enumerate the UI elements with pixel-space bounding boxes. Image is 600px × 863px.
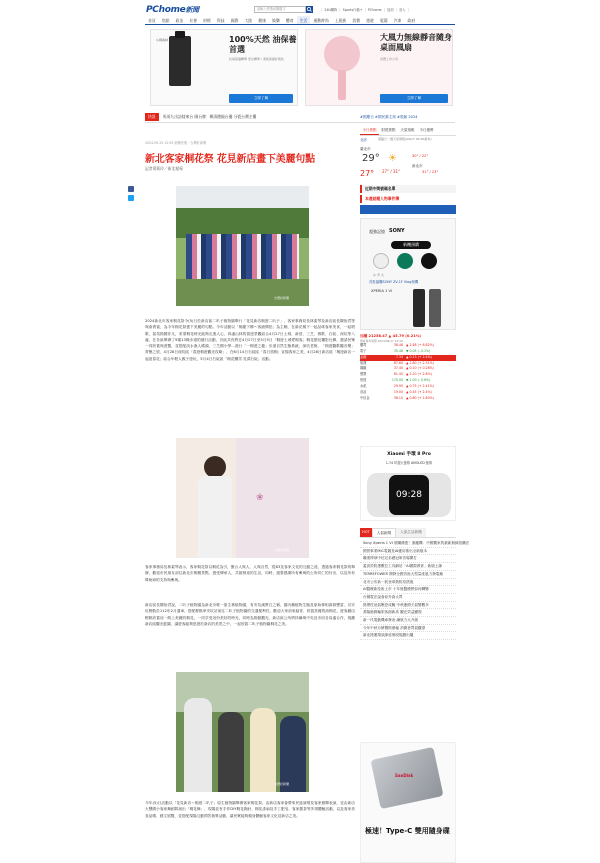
ad-right-title: 大風力無線靜音隨身桌面風扇: [380, 33, 452, 52]
stock-name: 金融: [360, 354, 367, 359]
photo-person-3: [250, 708, 276, 792]
stock-row[interactable]: [360, 396, 456, 402]
tab-popular-news[interactable]: 人氣新聞: [372, 528, 396, 537]
nav-item[interactable]: 政府: [407, 18, 416, 23]
nav-item[interactable]: 運動時尚: [313, 18, 329, 23]
nav-item[interactable]: 體育: [285, 18, 294, 23]
photo-person-2: [218, 712, 244, 792]
stock-value: 29.95: [393, 383, 403, 388]
nav-item[interactable]: 財經: [203, 18, 211, 23]
news-item[interactable]: 新一代電動機車發表 續航力大升級: [360, 617, 456, 625]
article-byline: 記者黃莉玲／新北報導: [145, 166, 183, 171]
ad-left-button[interactable]: 立即了解: [229, 94, 293, 103]
divider: [145, 122, 455, 123]
news-item[interactable]: 職業棒球中信兄弟總冠軍首場開打: [360, 555, 456, 563]
news-tabs: [360, 528, 456, 538]
sidebar-tab[interactable]: 天氣預報: [400, 127, 415, 132]
photo-people: [186, 234, 299, 279]
stock-change: ▲ 0.60 (+ 1.60%): [406, 395, 434, 400]
nav-item[interactable]: 健康: [258, 18, 266, 23]
logo-sub: 新聞: [185, 6, 199, 14]
news-item[interactable]: 熱帶性低氣壓恐成颱 中秋連假天氣變數多: [360, 602, 456, 610]
site-logo[interactable]: [146, 5, 199, 15]
xperia-model: XPERIA 1 VI: [371, 289, 393, 293]
ad-banner-right[interactable]: [305, 29, 453, 106]
stock-change: ▲ 2.20 (+ 2.8%): [406, 372, 432, 377]
xperia-phone-1: [413, 289, 425, 327]
article-photo-1: [176, 186, 309, 306]
weather-widget[interactable]: [360, 137, 456, 181]
promo-link[interactable]: 本週話題人物事件簿: [360, 195, 456, 203]
pchome-24h-banner[interactable]: [360, 205, 456, 214]
stock-widget[interactable]: [360, 333, 456, 401]
xiaomi-sub: 1.74 吋超大螢幕 AMOLED 螢幕: [385, 461, 433, 465]
article-paragraph-2: 客家事務局長林素琴表示，客家桐花祭以桐花為引，聚合人與人、人與自然，從83及客家文化的互動之道，透過客家桐花祭的舉辦，歡迎市民朋友前往新北市桐樹景點，感受傳承人，共創餐桌的生活，同時，還要感謝所有參與的公所同仁的付出，以及所有贊助商的支持與參與。: [145, 565, 355, 582]
stock-value: 37.40: [393, 366, 403, 371]
xiaomi-ad[interactable]: [360, 446, 456, 521]
nav-item[interactable]: 電競: [379, 18, 388, 23]
top-links[interactable]: ｜ 24h購物 ｜ Sports行動+ ｜ PChome ｜ 加到 ｜ 登入 ｜: [320, 8, 410, 12]
nav-item[interactable]: 生活: [297, 16, 311, 24]
usb-drive: [371, 747, 444, 809]
sandisk-brand: SanDisk: [395, 773, 414, 778]
ad-product-bottle: [169, 36, 191, 86]
ad-left-title: 100%天然 油保養首選: [229, 35, 297, 54]
news-item[interactable]: Sony Xperia 1 VI 預購優惠！旗艦機：中國獨家的最新無線拍攝法: [360, 540, 456, 548]
weather-temp-1: 29°: [362, 153, 380, 164]
sidebar-tab[interactable]: 今日運勢: [419, 127, 434, 132]
article-paragraph-1: 2024新北市客家桐花祭今(5)日於新店區二叭子植物園舉行「花見新店桐遊二叭子」，客家事務局長林素琴及新店區長陳怡君等與會貴賓，為今年桐花祭畫下美麗的句點。今年活動以「桐趣下鄉～客繪開拍」為主軸，在新花桐下一起品味客家美食，一起唱歌，氣氛熱鬧非凡，希望桐花時光能夠走進人心，四處山林的賞遊景觀結合4月27日土城、新莊、三芝、鶯歌、石碇、深坑等八處，在各區舉辦了9場13條步道的健行活動，各區共有將近4月27日至5月5日「桐遊土城愛桐客」桐花節及攝影比賽，邀請民眾一同欣賞與遊覽，並搭配淡水漁人碼頭、三芝國小學…進行「一桐遊之趣」步道自然生態系統，深坑老街，「桐遊聽歌聽音樂」齊聚之旅，4月28日深坑區「春遊桐遊觀光攻略」，在6月14日石碇區「春日旅桐」宣揚客家之美，4月28日新店區「桐遊新店一起迎春花」結合年輕人親子遊玩，5月4日石碇區「桐花飄雪 花漾石碇」活動。: [145, 319, 355, 361]
stock-change: ▲ 0.13 (+ 2.4%): [406, 354, 432, 359]
photo-caption-3: 台灣好新聞: [274, 782, 290, 786]
stock-value: 7.33: [395, 354, 403, 359]
nav-item[interactable]: 上班族: [334, 18, 347, 23]
photo-backdrop-art: ❀: [256, 493, 264, 503]
nav-item[interactable]: 科技: [217, 18, 225, 23]
logo-main: PChome: [146, 5, 186, 15]
stock-value: 38.46: [393, 343, 403, 347]
stock-value: 19.00: [393, 389, 403, 394]
nav-item[interactable]: 娛樂: [272, 18, 280, 23]
weather-range-1b: 27° / 31°: [382, 169, 401, 174]
news-tag: HOT: [360, 528, 372, 537]
badge-small: [373, 253, 389, 269]
news-item[interactable]: TERREFOWER 開發全國首座大型量產風力發電廠: [360, 571, 456, 579]
search-button[interactable]: [306, 6, 313, 13]
badge-big: [421, 253, 437, 269]
stock-time: 即時資料時間 2024/09/17 14:30: [360, 339, 403, 343]
tab-popular-life[interactable]: 人氣生活新聞: [396, 528, 426, 537]
sony-sub: 小 升 大: [373, 273, 384, 277]
nav-item[interactable]: 國際: [230, 18, 239, 23]
nav-item[interactable]: 政治: [175, 18, 184, 23]
article-paragraph-3: 新店區長陳怡君說，二叭子植物園為新北市唯一原生林植物園，有安坑溪貫石之稱，園內種植物生態及原始林相資源豐富，另安坑輕軌於112年2月通車，搭配輕軌串安坑站前往二叭子植物園的交通便利性，歡迎大家前來踏青、欣賞美麗的油桐花，遊客藉由輕軌欣賞這一路上美麗的桐花，一同享受這份美好的時光，同時為推動觀光，新店區公所將持續與中央及市府各局處合作，規劃新店區觀光藍圖，讓遊客能夠悠遊於新店的美景之中，一起欣賞二叭子植物園桐花之美。: [145, 603, 355, 626]
stock-name: 航運: [360, 360, 367, 365]
weather-city-2: 新北市: [412, 164, 423, 168]
ad-bottle-cap: [175, 31, 185, 38]
main-nav: [145, 16, 455, 25]
stock-change: ▲ 2.48 (+ 6.82%): [406, 343, 434, 347]
ad-fan-head: [324, 36, 360, 72]
sony-tagline: 超強記憶: [369, 229, 385, 234]
stock-header: 加權 21258.47 ▲ 45.79 (0.21%): [360, 334, 421, 338]
nav-item[interactable]: 消費: [352, 18, 361, 23]
sandisk-ad[interactable]: [360, 742, 456, 863]
facebook-share-icon[interactable]: [128, 186, 134, 192]
stock-value: 170.00: [391, 378, 403, 383]
xperia-phone-2: [429, 289, 441, 327]
breaking-tag: 快訊: [145, 113, 159, 121]
ad-right-button[interactable]: 立即了解: [380, 94, 448, 103]
weather-temp-2: 27°: [360, 169, 375, 178]
badge-up: [397, 253, 413, 269]
sidebar-tab[interactable]: 財經焦點: [381, 127, 396, 132]
sandisk-title: 極速！Type-C 雙用隨身碟: [365, 827, 450, 835]
nav-item[interactable]: 首頁: [148, 18, 156, 23]
hot-tags[interactable]: #國慶日 #國民黨主席 #股匯 2024: [360, 115, 418, 119]
sony-brand: SONY: [389, 228, 405, 234]
breaking-news-bar[interactable]: [145, 113, 355, 121]
twitter-share-icon[interactable]: [128, 195, 134, 201]
stock-change: ▼ 0.05 (- 0.1%): [406, 348, 431, 353]
nav-item[interactable]: 社會: [189, 18, 198, 23]
article-photo-2: [176, 438, 309, 558]
photo-ground: [176, 279, 309, 306]
news-item[interactable]: 蓋高效防護數位工具網站「AI國際教育」新版上線: [360, 563, 456, 571]
news-item[interactable]: 今年中秋月餅價格漲幅 消費者買氣觀望: [360, 625, 456, 633]
sun-icon: ☀: [388, 153, 397, 164]
ad-brand: 小樹森林: [156, 38, 169, 42]
stock-value: 35.48: [393, 348, 403, 353]
stock-name: 中信金: [360, 395, 370, 400]
stock-value: 38.10: [393, 395, 403, 400]
stock-name: 電子: [360, 348, 367, 353]
weather-range-2: 31° / 23°: [422, 170, 439, 174]
stock-value: 81.40: [393, 372, 403, 377]
ad-right-text: 台灣上市公司: [380, 57, 399, 61]
sidebar-tab[interactable]: 今日焦點: [360, 126, 379, 135]
article-photo-3: [176, 672, 309, 792]
photo-person-4: [280, 716, 306, 792]
nav-item[interactable]: 焦點: [161, 18, 170, 23]
sidebar-tabs: [360, 126, 456, 136]
weather-note: 電腦日一週天氣預報(09/17 05:00發布): [378, 137, 432, 141]
stock-change: ▲ 0.45 (+ 2.4%): [406, 389, 432, 394]
search-input[interactable]: 請輸入想搜尋關鍵字: [254, 6, 306, 13]
ad-left-text: 抗氧保養精華 原生精華 / 清爽保濕好吸收: [229, 57, 284, 61]
promo-title[interactable]: 近期中獎號碼名單: [360, 185, 456, 193]
sony-ad[interactable]: [360, 218, 456, 330]
ad-fan-handle: [338, 70, 346, 100]
xiaomi-title: Xiaomi 手環 8 Pro: [387, 452, 431, 457]
nav-item[interactable]: 大陸: [244, 18, 253, 23]
stock-change: ▲ 1.80 (+ 2.31%): [406, 360, 434, 365]
nav-item[interactable]: 旅遊: [366, 18, 374, 23]
news-item[interactable]: 國營事業MIC電競及AI應用推出全新版本: [360, 548, 456, 556]
news-item[interactable]: 北市公布新一波登革熱防疫措施: [360, 579, 456, 587]
ad-banner-left[interactable]: [150, 29, 298, 106]
photo-backdrop: [236, 438, 309, 558]
photo-person-head: [204, 456, 226, 478]
stock-change: ▼ 1.00 (- 0.6%): [406, 378, 431, 383]
news-item[interactable]: AI醫療新技術上市 十年後醫療將如何轉變: [360, 586, 456, 594]
weather-city-1: 臺北市: [360, 147, 371, 151]
stock-list: [360, 343, 456, 401]
nav-item[interactable]: 汽車: [393, 18, 402, 23]
stock-name: 食品: [360, 389, 367, 394]
sony-main: 新機預購: [391, 241, 431, 249]
photo-caption-1: 台灣好新聞: [274, 296, 290, 300]
stock-name: 塑膠: [360, 372, 367, 377]
stock-name: 鋼鐵: [360, 366, 367, 371]
stock-change: ▲ 0.75 (+ 2.41%): [406, 383, 434, 388]
article-title: 新北客家桐花祭 花見新店畫下美麗句點: [145, 154, 315, 165]
sony-caption[interactable]: 首批搶購SONY ZV-1F Vlog相機: [369, 280, 419, 284]
stock-change: ▲ 0.10 (+ 0.28%): [406, 366, 434, 371]
photo-tent: [176, 186, 309, 208]
photo-person-body: [198, 476, 232, 558]
stock-name: 櫃買: [360, 343, 367, 347]
photo-person-1: [184, 698, 212, 792]
news-item[interactable]: 新北捷運環狀線延伸段規劃出爐: [360, 632, 456, 640]
stock-value: 87.80: [393, 360, 403, 365]
stock-name: 水泥: [360, 383, 367, 388]
photo-caption-2: 台灣好新聞: [274, 548, 290, 552]
weather-range-1: 30° / 22°: [412, 154, 429, 158]
article-paragraph-4: 今年(5)日活動以「花見新店～桐遊二叭子」原生植物園舉辦客家桐花祭，由新店客家會帶來民謠演唱及客家藝陣表演，並由新店大豐國小客家舞蹈隊演出「桐花舞」，現場並有手作DIY桐花胸針、桐花漆扇及手工肥皂、客家擂茶等多項體驗活動，以及客家美食品嚐、藝文展覽，並搭配現場互動問答抽獎活動，讓民眾能夠親身體驗客家文化及新店之美。: [145, 801, 355, 818]
promo-box[interactable]: [360, 185, 456, 214]
news-item[interactable]: 台積電法說會前外資大買: [360, 594, 456, 602]
news-item[interactable]: 基隆港郵輪旅客創新高 觀光效益顯現: [360, 609, 456, 617]
weather-region[interactable]: 北部: [360, 138, 367, 142]
search-icon: [306, 6, 313, 13]
breaking-text[interactable]: 馬英九出訪陸來台 國台辦：賴清德搞台獨 分裂台灣主權: [162, 114, 257, 119]
popular-news-list: [360, 540, 470, 640]
xiaomi-time: 09:28: [389, 475, 429, 515]
stock-name: 營建: [360, 378, 367, 383]
article-meta: 2024.09.25 12:59 新聞快報 · 台灣好新聞: [145, 141, 207, 145]
